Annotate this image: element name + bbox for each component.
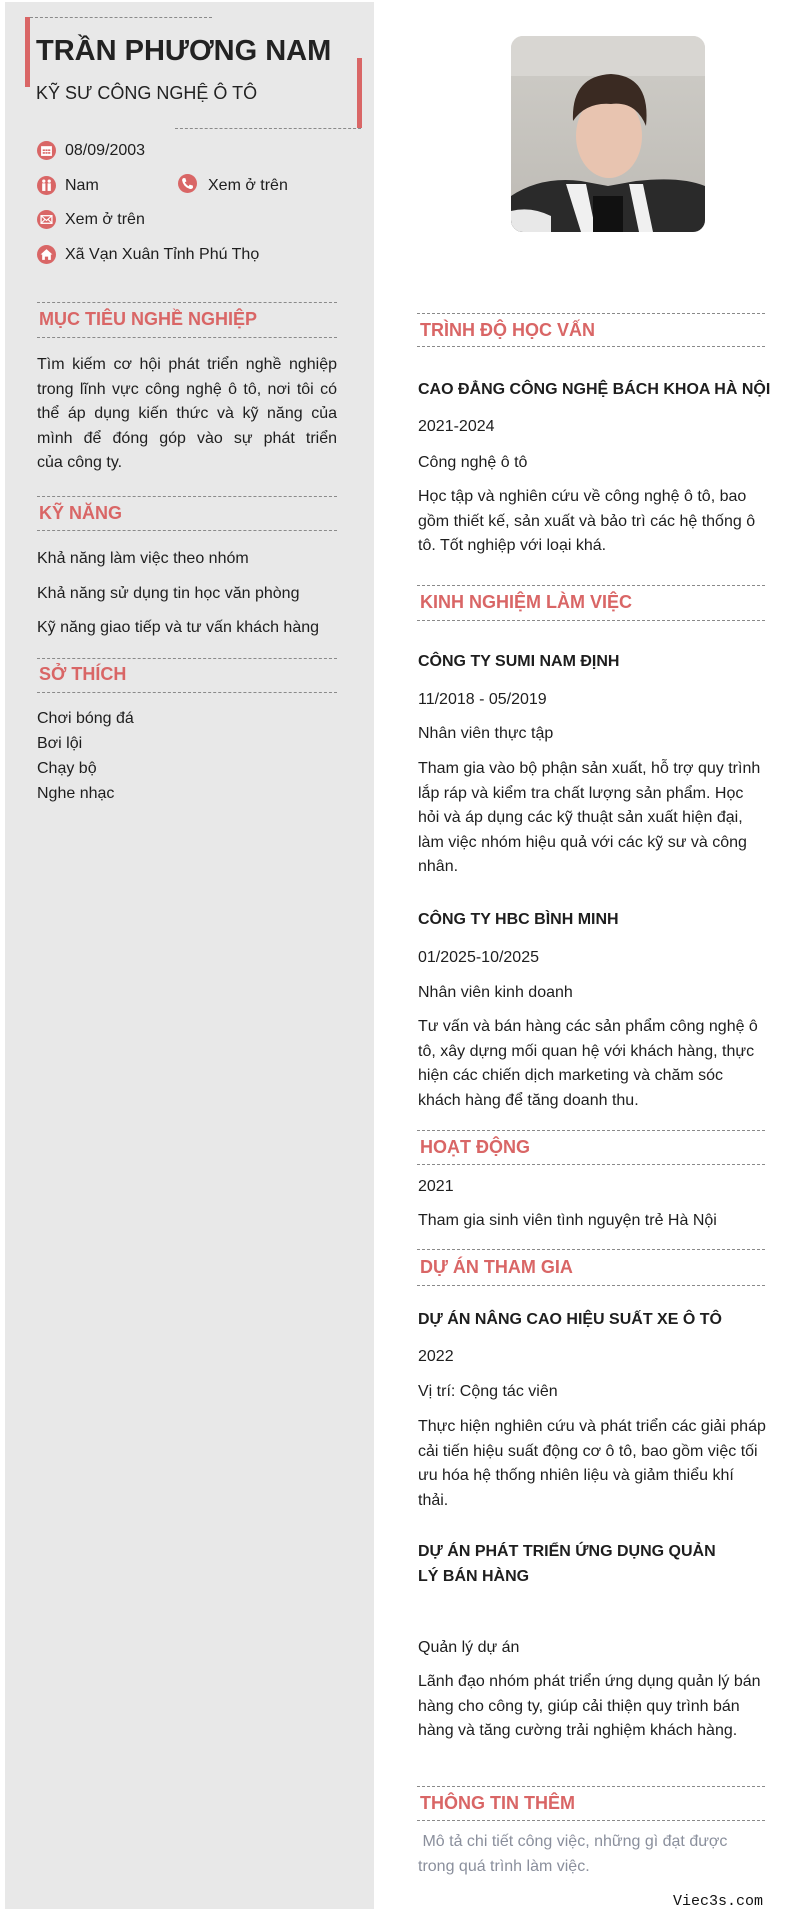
objective-text: Tìm kiếm cơ hội phát triển nghề nghiệp trong lĩnh vực công nghệ ô tô, nơi tôi có thể áp dụng kiến thức và kỹ năng của mình để đóng góp vào sự phát triển của công ty. xyxy=(37,356,337,471)
divider xyxy=(417,313,765,314)
accent-bar xyxy=(357,58,362,128)
gender: Nam xyxy=(65,177,99,194)
company-name: CÔNG TY HBC BÌNH MINH xyxy=(418,911,619,928)
school-name: CAO ĐẲNG CÔNG NGHỆ BÁCH KHOA HÀ NỘI xyxy=(418,381,771,398)
section-heading-hobbies: SỞ THÍCH xyxy=(39,664,127,684)
skill-item: Kỹ năng giao tiếp và tư vấn khách hàng xyxy=(37,619,320,636)
project-name: DỰ ÁN PHÁT TRIỂN ỨNG DỤNG QUẢN LÝ BÁN HÀNG xyxy=(418,1543,716,1585)
section-heading-experience: KINH NGHIỆM LÀM VIỆC xyxy=(420,592,633,612)
accent-bar xyxy=(25,17,30,87)
job-description: Tư vấn và bán hàng các sản phẩm công nghệ ô tô, xây dựng mối quan hệ với khách hàng, thực hiện các chiến dịch marketing và chăm sóc khách hàng để tăng doanh thu. xyxy=(418,1018,758,1109)
divider xyxy=(37,302,337,303)
job-title: KỸ SƯ CÔNG NGHỆ Ô TÔ xyxy=(36,83,258,103)
project-role: Vị trí: Cộng tác viên xyxy=(418,1383,558,1400)
project-year: 2022 xyxy=(418,1348,454,1365)
section-heading-skills: KỸ NĂNG xyxy=(39,503,123,523)
divider xyxy=(175,128,361,129)
birthday: 08/09/2003 xyxy=(65,142,146,159)
hobby-item: Chơi bóng đá xyxy=(37,710,134,727)
divider xyxy=(417,1130,765,1131)
section-heading-objective: MỤC TIÊU NGHỀ NGHIỆP xyxy=(39,309,258,329)
divider xyxy=(417,346,765,347)
divider xyxy=(417,1786,765,1787)
divider xyxy=(37,530,337,531)
job-position: Nhân viên thực tập xyxy=(418,725,554,742)
email: Xem ở trên xyxy=(65,211,145,228)
section-heading-projects: DỰ ÁN THAM GIA xyxy=(420,1257,573,1277)
education-period: 2021-2024 xyxy=(418,418,495,435)
activity-description: Tham gia sinh viên tình nguyện trẻ Hà Nội xyxy=(418,1212,717,1229)
profile-photo xyxy=(511,36,705,232)
divider xyxy=(37,337,337,338)
job-period: 01/2025-10/2025 xyxy=(418,949,539,966)
calendar-icon xyxy=(37,141,56,160)
skill-item: Khả năng làm việc theo nhóm xyxy=(37,550,249,567)
divider xyxy=(417,1164,765,1165)
divider xyxy=(417,1820,765,1821)
divider xyxy=(37,496,337,497)
additional-info: Mô tả chi tiết công việc, những gì đạt được trong quá trình làm việc. xyxy=(418,1833,732,1875)
divider xyxy=(417,1249,765,1250)
job-description: Tham gia vào bộ phận sản xuất, hỗ trợ quy trình lắp ráp và kiểm tra chất lượng sản phẩm. Học hỏi và áp dụng các kỹ thuật sản xuất hiện đại, làm việc nhóm hiệu quả với các kỹ sư và công nhân. xyxy=(418,760,761,875)
divider xyxy=(37,658,337,659)
activity-year: 2021 xyxy=(418,1178,454,1195)
divider xyxy=(417,585,765,586)
education-major: Công nghệ ô tô xyxy=(418,454,528,471)
education-description: Học tập và nghiên cứu về công nghệ ô tô, bao gồm thiết kế, sản xuất và bảo trì các hệ thống ô tô. Tốt nghiệp với loại khá. xyxy=(418,488,756,554)
hobby-item: Chạy bộ xyxy=(37,760,97,777)
phone-icon xyxy=(178,174,197,193)
company-name: CÔNG TY SUMI NAM ĐỊNH xyxy=(418,653,620,670)
email-icon xyxy=(37,210,56,229)
divider xyxy=(30,17,212,18)
address: Xã Vạn Xuân Tỉnh Phú Thọ xyxy=(65,246,260,263)
project-name: DỰ ÁN NÂNG CAO HIỆU SUẤT XE Ô TÔ xyxy=(418,1311,722,1328)
home-icon xyxy=(37,245,56,264)
job-position: Nhân viên kinh doanh xyxy=(418,984,573,1001)
section-heading-education: TRÌNH ĐỘ HỌC VẤN xyxy=(420,320,595,340)
divider xyxy=(417,620,765,621)
left-sidebar xyxy=(5,2,374,1909)
project-description: Thực hiện nghiên cứu và phát triển các giải pháp cải tiến hiệu suất động cơ ô tô, bao gồm việc tối ưu hóa hệ thống nhiên liệu và giảm thiểu khí thải. xyxy=(418,1418,766,1509)
job-period: 11/2018 - 05/2019 xyxy=(418,691,547,708)
candidate-name: TRẦN PHƯƠNG NAM xyxy=(36,35,332,67)
hobby-item: Bơi lội xyxy=(37,735,83,752)
project-description: Lãnh đạo nhóm phát triển ứng dụng quản lý bán hàng cho công ty, giúp cải thiện quy trình bán hàng và tăng cường trải nghiệm khách hàng. xyxy=(418,1673,761,1739)
hobby-item: Nghe nhạc xyxy=(37,785,115,802)
watermark: Viec3s.com xyxy=(672,1893,763,1910)
project-role: Quản lý dự án xyxy=(418,1639,520,1656)
section-heading-additional: THÔNG TIN THÊM xyxy=(420,1793,575,1813)
section-heading-activities: HOẠT ĐỘNG xyxy=(420,1137,530,1157)
divider xyxy=(417,1285,765,1286)
divider xyxy=(37,692,337,693)
phone: Xem ở trên xyxy=(208,177,288,194)
skill-item: Khả năng sử dụng tin học văn phòng xyxy=(37,585,300,602)
gender-icon xyxy=(37,176,56,195)
